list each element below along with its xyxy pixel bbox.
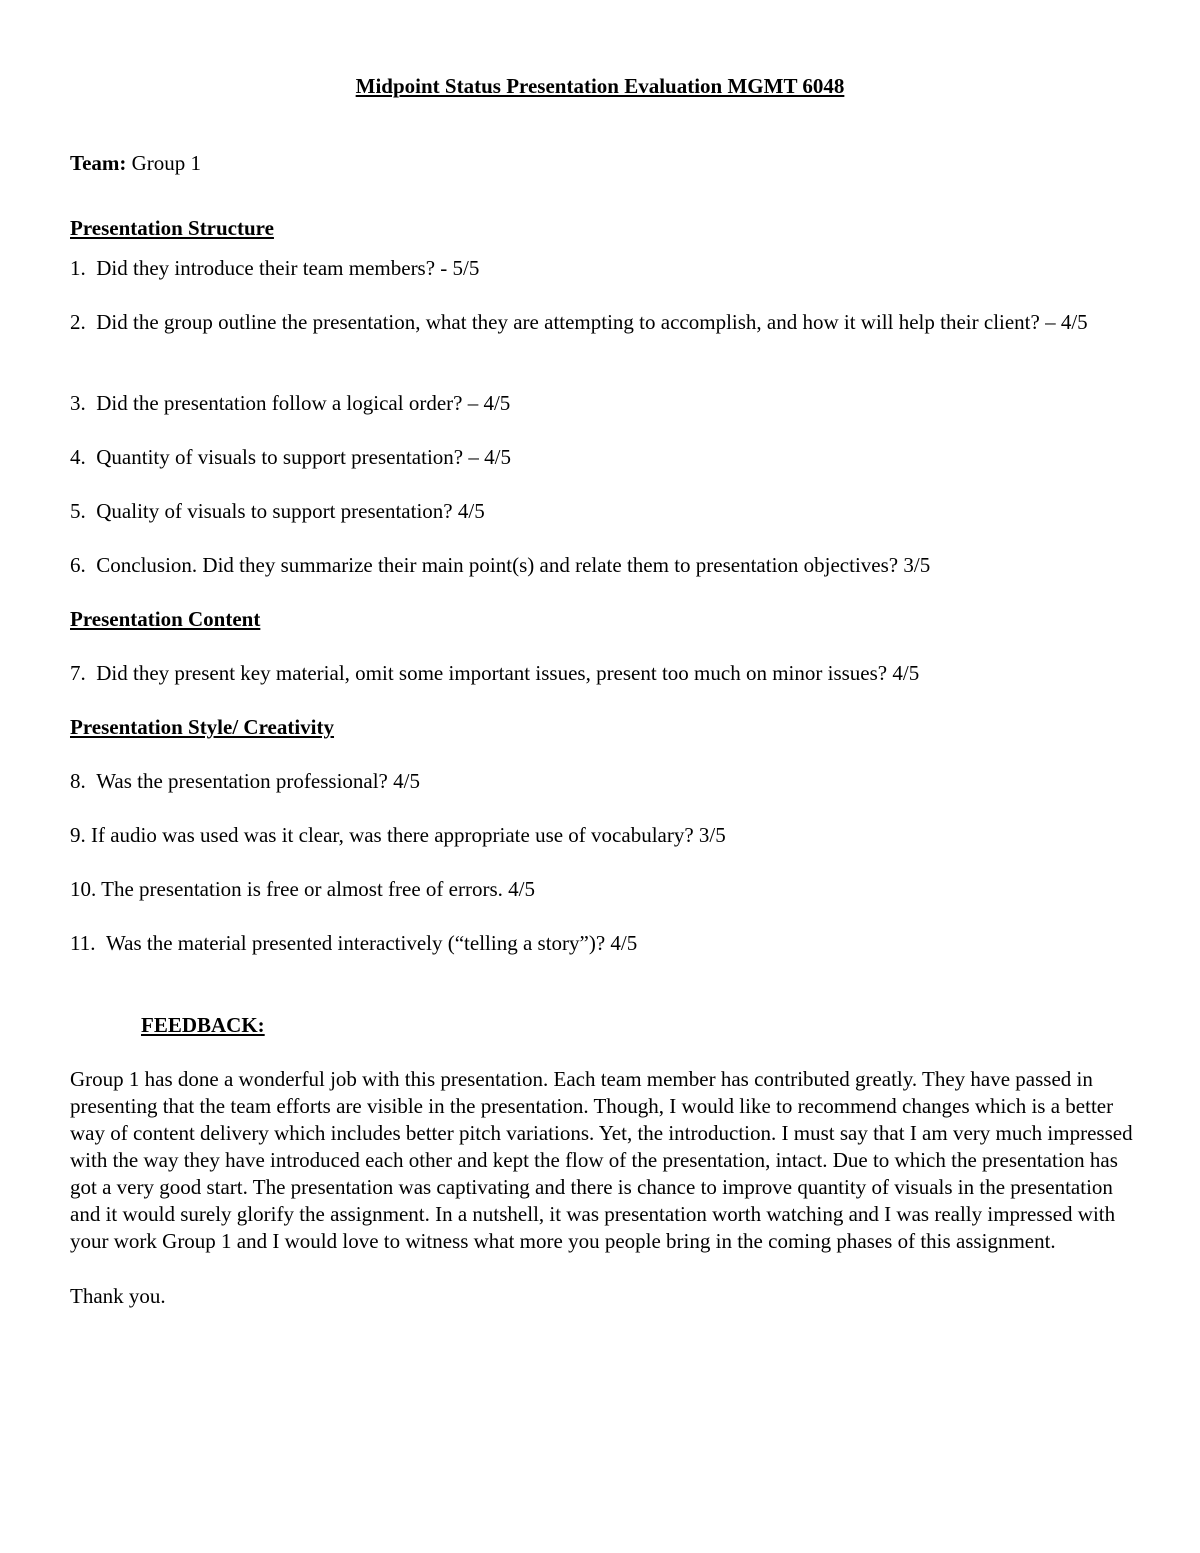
question-number: 8. (70, 769, 86, 793)
question-text: Was the material presented interactively (“telling a story”)? 4/5 (105, 931, 638, 955)
section-heading-style: Presentation Style/ Creativity (70, 715, 335, 739)
question-text: Conclusion. Did they summarize their main point(s) and relate them to presentation objectives? 3/5 (96, 553, 931, 577)
question-item (70, 768, 420, 795)
question-number: 9. (70, 823, 86, 847)
question-text: Quantity of visuals to support presentation? – 4/5 (96, 445, 511, 469)
feedback-heading: FEEDBACK: (141, 1013, 265, 1037)
question-item (70, 930, 637, 957)
question-item (52, 309, 1132, 336)
question-number: 3. (70, 391, 86, 415)
question-number: 2. (70, 310, 86, 334)
question-number: 11. (70, 931, 96, 955)
question-item (70, 444, 511, 471)
question-item (70, 822, 726, 849)
feedback-body: Group 1 has done a wonderful job with this presentation. Each team member has contributed greatly. They have passed in presenting that the team efforts are visible in the presentation. Though, I would like to recommend changes which is a better way of content delivery which includes better pitch variations. Yet, the introduction. I must say that I am very much impressed with the way they have introduced each other and kept the flow of the presentation, intact. Due to which the presentation has got a very good start. The presentation was captivating and there is chance to improve quantity of visuals in the presentation and it would surely glorify the assignment. In a nutshell, it was presentation worth watching and I was really impressed with your work Group 1 and I would love to witness what more you people bring in the coming phases of this assignment. (70, 1067, 1133, 1253)
question-text: Quality of visuals to support presentation? 4/5 (96, 499, 485, 523)
question-text: If audio was used was it clear, was there appropriate use of vocabulary? 3/5 (91, 823, 726, 847)
section-heading-structure: Presentation Structure (70, 216, 274, 240)
question-text: Was the presentation professional? 4/5 (96, 769, 420, 793)
question-number: 5. (70, 499, 86, 523)
question-number: 7. (70, 661, 86, 685)
question-number: 4. (70, 445, 86, 469)
question-number: 1. (70, 256, 86, 280)
question-item (70, 876, 535, 903)
question-text: Did they introduce their team members? - 5/5 (96, 256, 480, 280)
team-label: Team: (70, 151, 127, 175)
team-value: Group 1 (131, 151, 202, 175)
question-text: Did the presentation follow a logical order? – 4/5 (96, 391, 511, 415)
question-text: Did they present key material, omit some important issues, present too much on minor issues? 4/5 (96, 661, 920, 685)
question-item (70, 498, 485, 525)
feedback-closing: Thank you. (70, 1284, 166, 1308)
question-text: The presentation is free or almost free of errors. 4/5 (101, 877, 535, 901)
question-item (70, 660, 919, 687)
question-number: 10. (70, 877, 97, 901)
document-title: Midpoint Status Presentation Evaluation MGMT 6048 (355, 74, 845, 98)
question-number: 6. (70, 553, 86, 577)
question-item (70, 552, 930, 579)
question-text: Did the group outline the presentation, what they are attempting to accomplish, and how it will help their client? – 4/5 (96, 310, 1088, 334)
question-item (70, 255, 479, 282)
section-heading-content: Presentation Content (70, 607, 261, 631)
team-line (70, 150, 201, 177)
question-item (70, 390, 510, 417)
